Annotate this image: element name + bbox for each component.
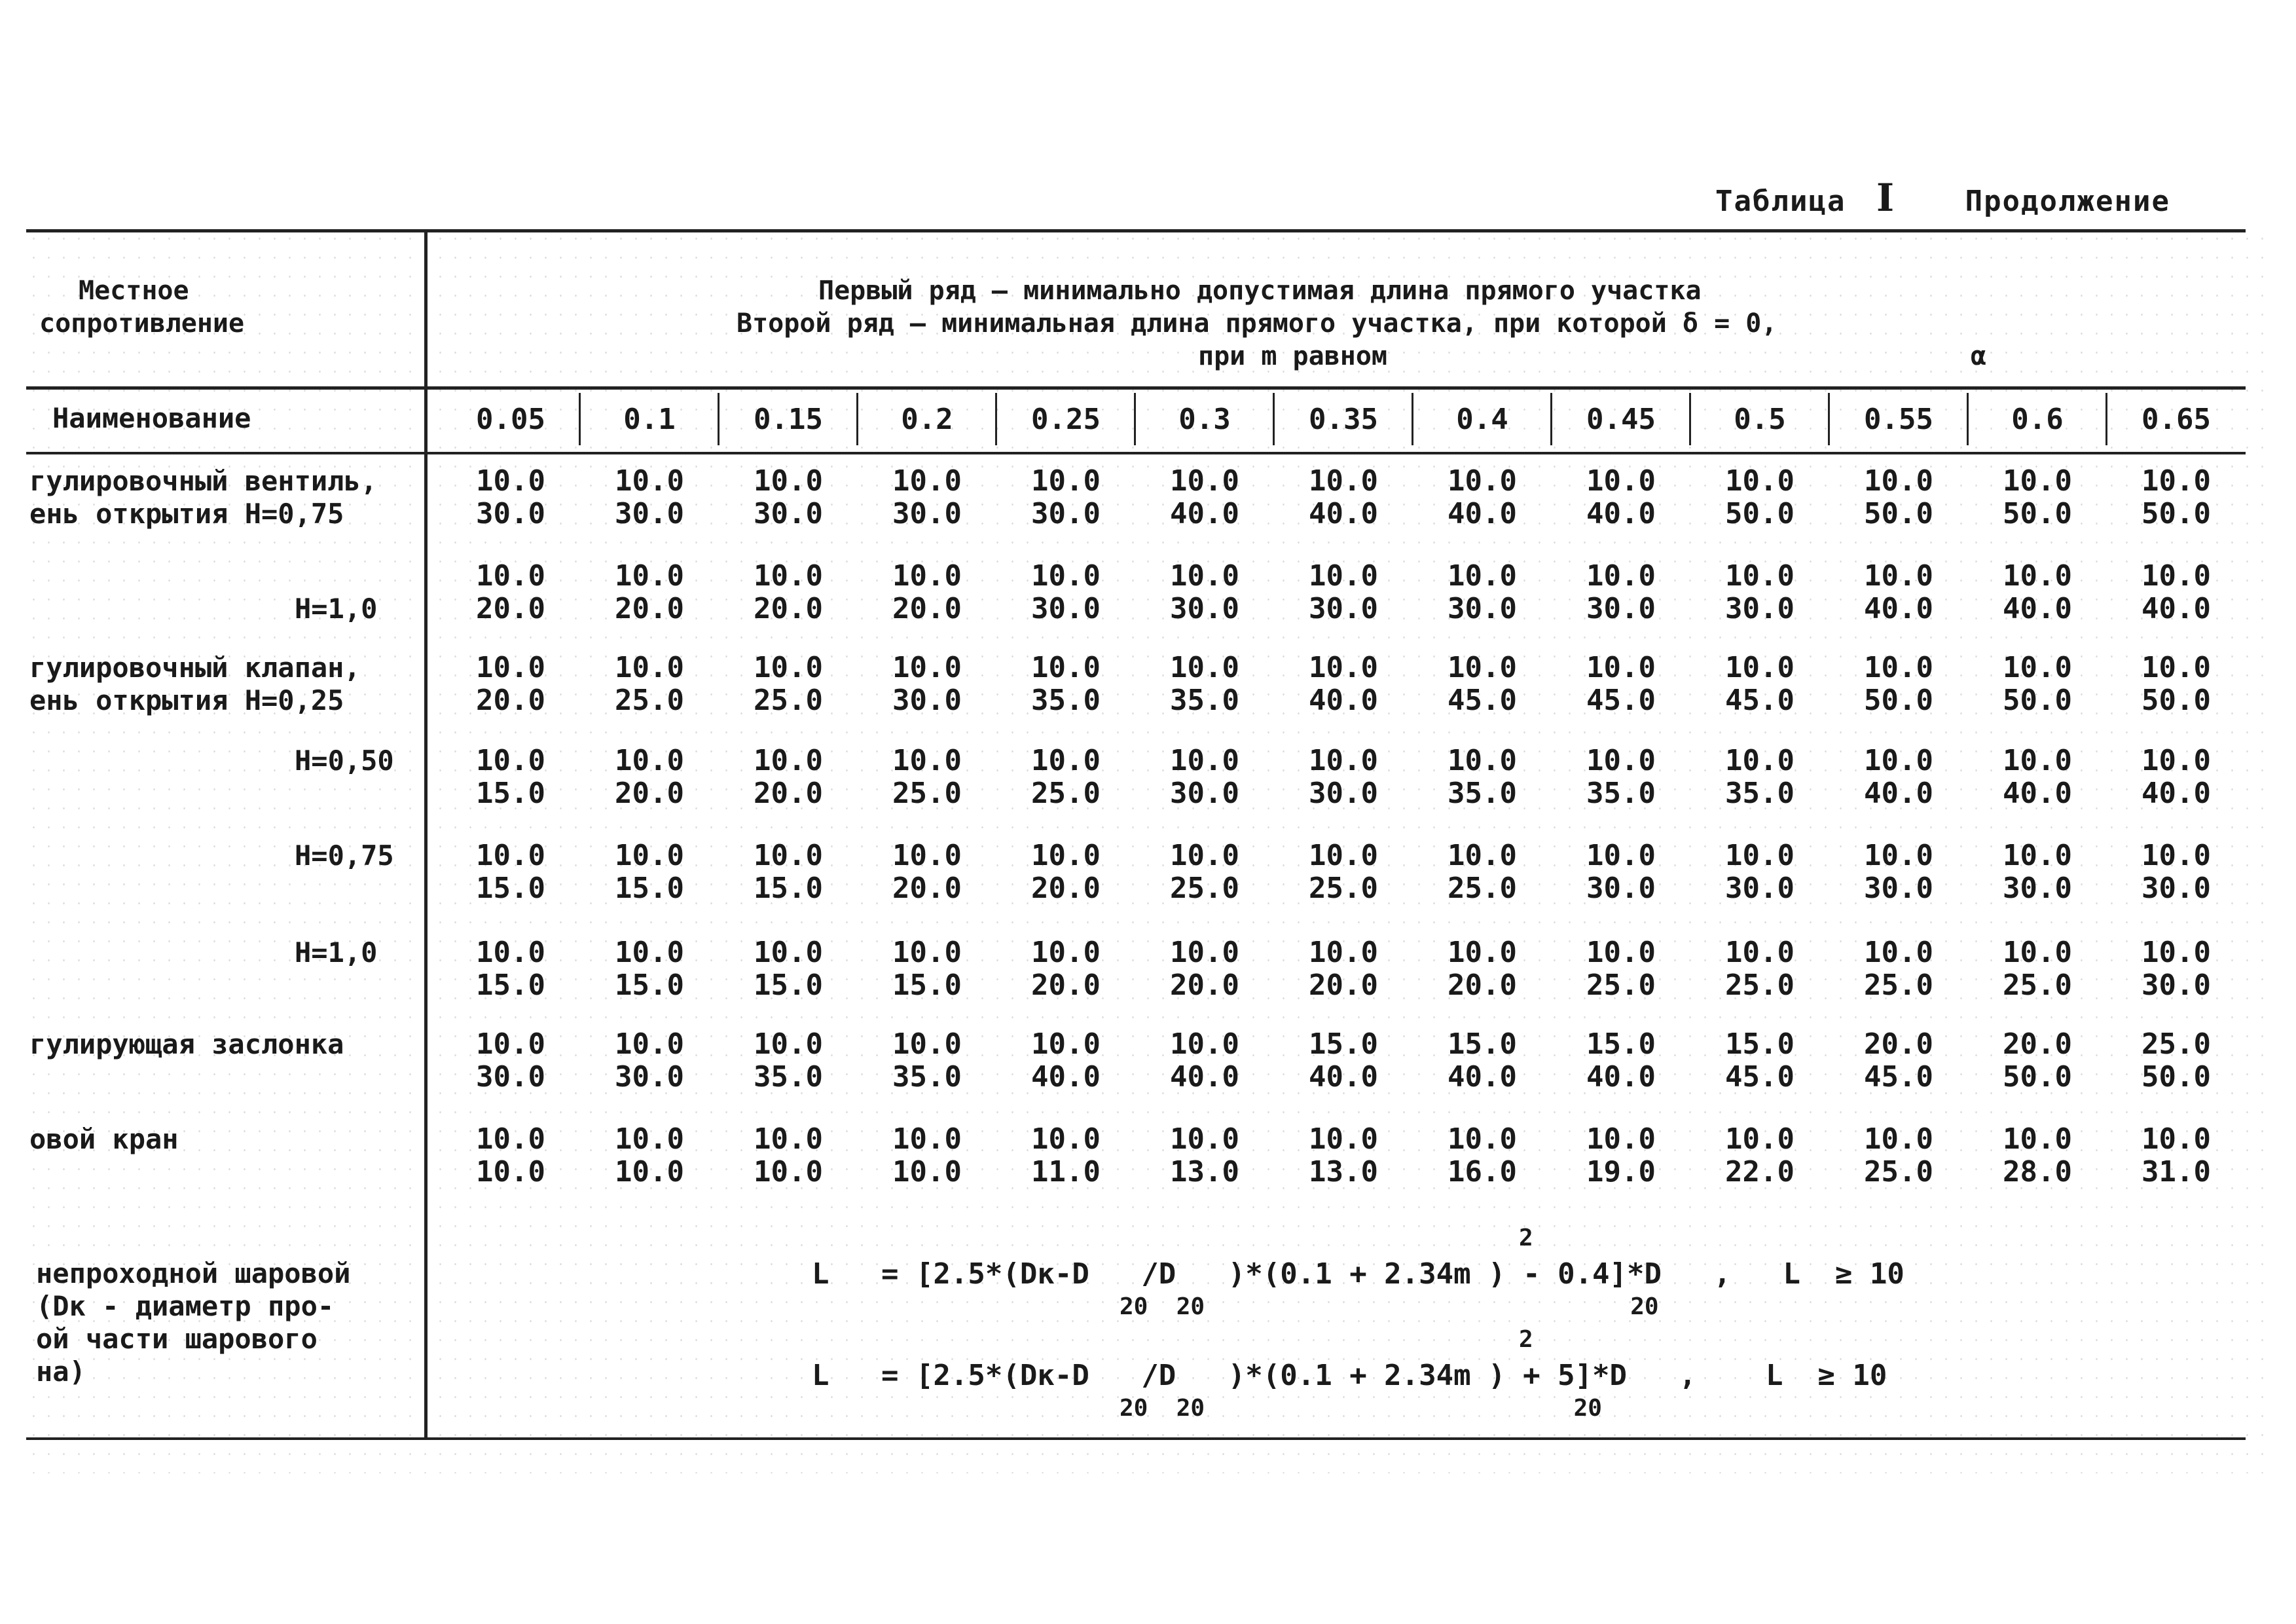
zero-error-length-value: 22.0 — [1725, 1155, 1795, 1189]
min-allowed-length-value: 10.0 — [615, 651, 684, 684]
min-allowed-length-value: 10.0 — [2141, 839, 2211, 872]
zero-error-length-value: 25.0 — [1586, 969, 1656, 1002]
zero-error-length-value: 30.0 — [754, 497, 823, 530]
zero-error-length-value: 25.0 — [615, 684, 684, 717]
min-allowed-length-value: 10.0 — [1448, 1122, 1517, 1156]
min-allowed-length-value: 10.0 — [615, 559, 684, 593]
min-allowed-length-value: 20.0 — [2003, 1027, 2072, 1061]
zero-error-length-value: 40.0 — [2141, 777, 2211, 810]
min-allowed-length-value: 10.0 — [476, 744, 545, 777]
min-allowed-length-value: 10.0 — [1864, 559, 1933, 593]
header-alpha: α — [1971, 341, 1987, 371]
min-allowed-length-value: 10.0 — [1864, 839, 1933, 872]
min-allowed-length-value: 10.0 — [615, 744, 684, 777]
row-label: овой кран — [29, 1123, 179, 1155]
min-allowed-length-value: 10.0 — [1170, 1122, 1239, 1156]
m-value-header: 0.1 — [623, 403, 676, 436]
zero-error-length-value: 45.0 — [1725, 1060, 1795, 1094]
min-allowed-length-value: 10.0 — [1309, 559, 1378, 593]
zero-error-length-value: 30.0 — [1170, 777, 1239, 810]
min-allowed-length-value: 10.0 — [2003, 839, 2072, 872]
zero-error-length-value: 25.0 — [2003, 969, 2072, 1002]
min-allowed-length-value: 10.0 — [1864, 464, 1933, 498]
min-allowed-length-value: 10.0 — [2003, 1122, 2072, 1156]
row-label: H=1,0 — [295, 936, 378, 969]
m-column-divider — [1273, 393, 1275, 445]
min-allowed-length-value: 10.0 — [1170, 936, 1239, 969]
zero-error-length-value: 13.0 — [1170, 1155, 1239, 1189]
min-allowed-length-value: 10.0 — [1170, 559, 1239, 593]
m-value-header: 0.55 — [1864, 403, 1933, 436]
table-number: I — [1876, 175, 1896, 220]
zero-error-length-value: 30.0 — [1586, 592, 1656, 625]
zero-error-length-value: 45.0 — [1586, 684, 1656, 717]
min-allowed-length-value: 10.0 — [1586, 559, 1656, 593]
zero-error-length-value: 50.0 — [1864, 497, 1933, 530]
min-allowed-length-value: 10.0 — [892, 464, 962, 498]
zero-error-length-value: 25.0 — [1864, 969, 1933, 1002]
min-allowed-length-value: 10.0 — [892, 1027, 962, 1061]
m-column-divider — [856, 393, 858, 445]
min-allowed-length-value: 20.0 — [1864, 1027, 1933, 1061]
last-row-label-4: на) — [36, 1356, 86, 1388]
m-column-divider — [1134, 393, 1136, 445]
formula1: L = [2.5*(Dк-D /D )*(0.1 + 2.34m ) - 0.4]*D , L ≥ 10 — [812, 1257, 1904, 1291]
min-allowed-length-value: 10.0 — [615, 839, 684, 872]
min-allowed-length-value: 10.0 — [1448, 936, 1517, 969]
min-allowed-length-value: 10.0 — [892, 744, 962, 777]
m-column-divider — [1828, 393, 1830, 445]
min-allowed-length-value: 10.0 — [1586, 651, 1656, 684]
header-left-line2: сопротивление — [39, 308, 245, 339]
m-value-header: 0.2 — [901, 403, 953, 436]
min-allowed-length-value: 10.0 — [1864, 1122, 1933, 1156]
zero-error-length-value: 25.0 — [1309, 872, 1378, 905]
min-allowed-length-value: 10.0 — [476, 651, 545, 684]
zero-error-length-value: 19.0 — [1586, 1155, 1656, 1189]
zero-error-length-value: 30.0 — [1586, 872, 1656, 905]
zero-error-length-value: 40.0 — [1170, 497, 1239, 530]
row-label: ень открытия H=0,25 — [29, 684, 344, 716]
zero-error-length-value: 30.0 — [892, 497, 962, 530]
min-allowed-length-value: 10.0 — [1725, 559, 1795, 593]
zero-error-length-value: 15.0 — [892, 969, 962, 1002]
min-allowed-length-value: 10.0 — [754, 744, 823, 777]
zero-error-length-value: 20.0 — [1309, 969, 1378, 1002]
min-allowed-length-value: 10.0 — [476, 464, 545, 498]
zero-error-length-value: 20.0 — [476, 684, 545, 717]
min-allowed-length-value: 10.0 — [476, 1122, 545, 1156]
min-allowed-length-value: 10.0 — [892, 936, 962, 969]
zero-error-length-value: 25.0 — [754, 684, 823, 717]
m-column-divider — [995, 393, 997, 445]
zero-error-length-value: 30.0 — [1309, 777, 1378, 810]
min-allowed-length-value: 10.0 — [1031, 936, 1101, 969]
zero-error-length-value: 15.0 — [615, 969, 684, 1002]
zero-error-length-value: 50.0 — [2141, 1060, 2211, 1094]
zero-error-length-value: 35.0 — [892, 1060, 962, 1094]
formula1-superscript: 2 — [1519, 1225, 1533, 1251]
min-allowed-length-value: 10.0 — [1031, 559, 1101, 593]
row-label: гулирующая заслонка — [29, 1028, 344, 1060]
last-row-label-1: непроходной шаровой — [36, 1257, 351, 1289]
m-value-header: 0.5 — [1734, 403, 1786, 436]
min-allowed-length-value: 10.0 — [1448, 464, 1517, 498]
min-allowed-length-value: 10.0 — [476, 839, 545, 872]
zero-error-length-value: 45.0 — [1864, 1060, 1933, 1094]
min-allowed-length-value: 10.0 — [476, 1027, 545, 1061]
min-allowed-length-value: 10.0 — [2141, 1122, 2211, 1156]
zero-error-length-value: 30.0 — [1725, 592, 1795, 625]
zero-error-length-value: 35.0 — [1586, 777, 1656, 810]
zero-error-length-value: 20.0 — [1031, 969, 1101, 1002]
m-value-header: 0.3 — [1178, 403, 1231, 436]
min-allowed-length-value: 10.0 — [892, 651, 962, 684]
zero-error-length-value: 40.0 — [2141, 592, 2211, 625]
zero-error-length-value: 40.0 — [1448, 1060, 1517, 1094]
zero-error-length-value: 50.0 — [2141, 497, 2211, 530]
row-label: H=0,50 — [295, 745, 394, 777]
table-word: Таблица — [1715, 185, 1846, 218]
row-label: ень открытия H=0,75 — [29, 498, 344, 530]
zero-error-length-value: 40.0 — [2003, 777, 2072, 810]
min-allowed-length-value: 15.0 — [1586, 1027, 1656, 1061]
min-allowed-length-value: 10.0 — [1031, 744, 1101, 777]
zero-error-length-value: 30.0 — [1031, 592, 1101, 625]
min-allowed-length-value: 10.0 — [1586, 936, 1656, 969]
zero-error-length-value: 30.0 — [1448, 592, 1517, 625]
min-allowed-length-value: 10.0 — [1586, 1122, 1656, 1156]
zero-error-length-value: 11.0 — [1031, 1155, 1101, 1189]
zero-error-length-value: 10.0 — [892, 1155, 962, 1189]
zero-error-length-value: 25.0 — [1031, 777, 1101, 810]
zero-error-length-value: 40.0 — [1586, 1060, 1656, 1094]
header-bottom-border — [26, 386, 2246, 390]
min-allowed-length-value: 10.0 — [892, 1122, 962, 1156]
name-column-header: Наименование — [52, 402, 251, 434]
min-allowed-length-value: 10.0 — [2003, 936, 2072, 969]
m-column-divider — [718, 393, 720, 445]
min-allowed-length-value: 10.0 — [1864, 744, 1933, 777]
row-label: гулировочный вентиль, — [29, 465, 378, 497]
zero-error-length-value: 30.0 — [615, 1060, 684, 1094]
zero-error-length-value: 13.0 — [1309, 1155, 1378, 1189]
min-allowed-length-value: 10.0 — [892, 839, 962, 872]
min-allowed-length-value: 10.0 — [1864, 651, 1933, 684]
m-column-divider — [1967, 393, 1969, 445]
continuation-label: Продолжение — [1965, 185, 2170, 218]
zero-error-length-value: 15.0 — [615, 872, 684, 905]
table-top-border — [26, 229, 2246, 232]
min-allowed-length-value: 10.0 — [1031, 1027, 1101, 1061]
min-allowed-length-value: 10.0 — [1725, 651, 1795, 684]
min-allowed-length-value: 10.0 — [2141, 651, 2211, 684]
row-label: гулировочный клапан, — [29, 652, 361, 684]
min-allowed-length-value: 10.0 — [1170, 1027, 1239, 1061]
min-allowed-length-value: 10.0 — [1448, 651, 1517, 684]
min-allowed-length-value: 10.0 — [2003, 559, 2072, 593]
zero-error-length-value: 40.0 — [1448, 497, 1517, 530]
zero-error-length-value: 35.0 — [1170, 684, 1239, 717]
zero-error-length-value: 35.0 — [754, 1060, 823, 1094]
zero-error-length-value: 30.0 — [1031, 497, 1101, 530]
min-allowed-length-value: 10.0 — [1170, 651, 1239, 684]
zero-error-length-value: 31.0 — [2141, 1155, 2211, 1189]
zero-error-length-value: 20.0 — [754, 777, 823, 810]
zero-error-length-value: 20.0 — [754, 592, 823, 625]
zero-error-length-value: 30.0 — [1309, 592, 1378, 625]
last-row-label-3: ой части шарового — [36, 1323, 318, 1355]
m-value-header: 0.35 — [1309, 403, 1378, 436]
min-allowed-length-value: 10.0 — [1448, 744, 1517, 777]
zero-error-length-value: 30.0 — [615, 497, 684, 530]
zero-error-length-value: 20.0 — [615, 777, 684, 810]
zero-error-length-value: 20.0 — [476, 592, 545, 625]
m-column-divider — [1412, 393, 1413, 445]
min-allowed-length-value: 10.0 — [615, 1122, 684, 1156]
min-allowed-length-value: 10.0 — [1309, 839, 1378, 872]
zero-error-length-value: 10.0 — [615, 1155, 684, 1189]
min-allowed-length-value: 10.0 — [476, 559, 545, 593]
min-allowed-length-value: 10.0 — [476, 936, 545, 969]
row-label: H=1,0 — [295, 593, 378, 625]
zero-error-length-value: 40.0 — [1031, 1060, 1101, 1094]
min-allowed-length-value: 10.0 — [1170, 744, 1239, 777]
min-allowed-length-value: 10.0 — [1309, 1122, 1378, 1156]
m-value-header: 0.15 — [754, 403, 823, 436]
formula1-subscripts: 20 20 20 — [1120, 1293, 1659, 1320]
label-column-divider — [424, 232, 428, 1439]
zero-error-length-value: 25.0 — [1725, 969, 1795, 1002]
zero-error-length-value: 30.0 — [1170, 592, 1239, 625]
min-allowed-length-value: 10.0 — [1725, 464, 1795, 498]
min-allowed-length-value: 10.0 — [1031, 839, 1101, 872]
min-allowed-length-value: 10.0 — [754, 1027, 823, 1061]
zero-error-length-value: 28.0 — [2003, 1155, 2072, 1189]
zero-error-length-value: 35.0 — [1725, 777, 1795, 810]
table-caption — [1715, 175, 2170, 220]
zero-error-length-value: 25.0 — [892, 777, 962, 810]
m-value-header: 0.05 — [476, 403, 545, 436]
m-value-header: 0.45 — [1586, 403, 1656, 436]
min-allowed-length-value: 10.0 — [1586, 464, 1656, 498]
min-allowed-length-value: 10.0 — [1170, 464, 1239, 498]
min-allowed-length-value: 10.0 — [1309, 651, 1378, 684]
min-allowed-length-value: 10.0 — [1586, 744, 1656, 777]
min-allowed-length-value: 15.0 — [1309, 1027, 1378, 1061]
formula2-subscripts: 20 20 20 — [1120, 1395, 1602, 1422]
header-left-line1: Местное — [79, 276, 189, 306]
colnames-bottom-border — [26, 452, 2246, 454]
header-right-line1: Первый ряд — минимально допустимая длина прямого участка — [818, 276, 1702, 306]
min-allowed-length-value: 10.0 — [2141, 559, 2211, 593]
zero-error-length-value: 30.0 — [2141, 872, 2211, 905]
zero-error-length-value: 25.0 — [1170, 872, 1239, 905]
zero-error-length-value: 20.0 — [1170, 969, 1239, 1002]
zero-error-length-value: 40.0 — [1309, 1060, 1378, 1094]
min-allowed-length-value: 10.0 — [1448, 839, 1517, 872]
min-allowed-length-value: 10.0 — [2141, 744, 2211, 777]
min-allowed-length-value: 10.0 — [2003, 744, 2072, 777]
zero-error-length-value: 30.0 — [476, 1060, 545, 1094]
zero-error-length-value: 25.0 — [1448, 872, 1517, 905]
zero-error-length-value: 20.0 — [1031, 872, 1101, 905]
zero-error-length-value: 40.0 — [1309, 684, 1378, 717]
m-value-header: 0.4 — [1456, 403, 1508, 436]
zero-error-length-value: 30.0 — [2003, 872, 2072, 905]
min-allowed-length-value: 10.0 — [2003, 651, 2072, 684]
min-allowed-length-value: 10.0 — [2003, 464, 2072, 498]
min-allowed-length-value: 10.0 — [1031, 464, 1101, 498]
zero-error-length-value: 30.0 — [2141, 969, 2211, 1002]
formula2: L = [2.5*(Dк-D /D )*(0.1 + 2.34m ) + 5]*D , L ≥ 10 — [812, 1359, 1887, 1392]
zero-error-length-value: 30.0 — [892, 684, 962, 717]
last-row-label-2: (Dк - диаметр про- — [36, 1290, 335, 1322]
zero-error-length-value: 50.0 — [1864, 684, 1933, 717]
min-allowed-length-value: 10.0 — [615, 1027, 684, 1061]
zero-error-length-value: 16.0 — [1448, 1155, 1517, 1189]
zero-error-length-value: 50.0 — [2003, 1060, 2072, 1094]
zero-error-length-value: 15.0 — [476, 969, 545, 1002]
min-allowed-length-value: 15.0 — [1448, 1027, 1517, 1061]
m-value-header: 0.6 — [2011, 403, 2064, 436]
min-allowed-length-value: 10.0 — [754, 651, 823, 684]
zero-error-length-value: 20.0 — [1448, 969, 1517, 1002]
table-bottom-border — [26, 1437, 2246, 1440]
zero-error-length-value: 40.0 — [2003, 592, 2072, 625]
zero-error-length-value: 35.0 — [1031, 684, 1101, 717]
header-right-line2: Второй ряд — минимальная длина прямого участка, при которой δ = 0, — [737, 308, 1777, 339]
min-allowed-length-value: 10.0 — [1725, 1122, 1795, 1156]
zero-error-length-value: 30.0 — [1864, 872, 1933, 905]
zero-error-length-value: 30.0 — [1725, 872, 1795, 905]
m-value-header: 0.65 — [2141, 403, 2211, 436]
min-allowed-length-value: 10.0 — [2141, 936, 2211, 969]
m-value-header: 0.25 — [1031, 403, 1101, 436]
zero-error-length-value: 10.0 — [754, 1155, 823, 1189]
min-allowed-length-value: 10.0 — [615, 936, 684, 969]
min-allowed-length-value: 10.0 — [1309, 744, 1378, 777]
zero-error-length-value: 15.0 — [754, 872, 823, 905]
zero-error-length-value: 15.0 — [476, 872, 545, 905]
zero-error-length-value: 45.0 — [1725, 684, 1795, 717]
zero-error-length-value: 35.0 — [1448, 777, 1517, 810]
row-label: H=0,75 — [295, 840, 394, 872]
zero-error-length-value: 10.0 — [476, 1155, 545, 1189]
m-column-divider — [1689, 393, 1691, 445]
min-allowed-length-value: 10.0 — [1725, 744, 1795, 777]
min-allowed-length-value: 10.0 — [1309, 936, 1378, 969]
zero-error-length-value: 40.0 — [1586, 497, 1656, 530]
min-allowed-length-value: 10.0 — [754, 936, 823, 969]
zero-error-length-value: 15.0 — [476, 777, 545, 810]
zero-error-length-value: 25.0 — [1864, 1155, 1933, 1189]
m-column-divider — [579, 393, 581, 445]
zero-error-length-value: 50.0 — [2003, 684, 2072, 717]
formula2-superscript: 2 — [1519, 1326, 1533, 1353]
min-allowed-length-value: 10.0 — [754, 1122, 823, 1156]
min-allowed-length-value: 10.0 — [1864, 936, 1933, 969]
zero-error-length-value: 20.0 — [892, 592, 962, 625]
min-allowed-length-value: 25.0 — [2141, 1027, 2211, 1061]
min-allowed-length-value: 10.0 — [2141, 464, 2211, 498]
zero-error-length-value: 50.0 — [2003, 497, 2072, 530]
min-allowed-length-value: 10.0 — [1031, 1122, 1101, 1156]
min-allowed-length-value: 10.0 — [1448, 559, 1517, 593]
header-right-line3: при m равном — [1198, 341, 1387, 371]
zero-error-length-value: 40.0 — [1309, 497, 1378, 530]
min-allowed-length-value: 10.0 — [1586, 839, 1656, 872]
zero-error-length-value: 50.0 — [2141, 684, 2211, 717]
zero-error-length-value: 40.0 — [1170, 1060, 1239, 1094]
m-column-divider — [1550, 393, 1552, 445]
min-allowed-length-value: 10.0 — [1031, 651, 1101, 684]
zero-error-length-value: 20.0 — [615, 592, 684, 625]
zero-error-length-value: 40.0 — [1864, 777, 1933, 810]
zero-error-length-value: 20.0 — [892, 872, 962, 905]
zero-error-length-value: 50.0 — [1725, 497, 1795, 530]
min-allowed-length-value: 10.0 — [1725, 839, 1795, 872]
min-allowed-length-value: 10.0 — [754, 559, 823, 593]
zero-error-length-value: 45.0 — [1448, 684, 1517, 717]
zero-error-length-value: 30.0 — [476, 497, 545, 530]
min-allowed-length-value: 10.0 — [1309, 464, 1378, 498]
min-allowed-length-value: 10.0 — [754, 839, 823, 872]
zero-error-length-value: 15.0 — [754, 969, 823, 1002]
min-allowed-length-value: 10.0 — [1725, 936, 1795, 969]
min-allowed-length-value: 15.0 — [1725, 1027, 1795, 1061]
min-allowed-length-value: 10.0 — [615, 464, 684, 498]
min-allowed-length-value: 10.0 — [754, 464, 823, 498]
min-allowed-length-value: 10.0 — [892, 559, 962, 593]
zero-error-length-value: 40.0 — [1864, 592, 1933, 625]
m-column-divider — [2105, 393, 2107, 445]
min-allowed-length-value: 10.0 — [1170, 839, 1239, 872]
